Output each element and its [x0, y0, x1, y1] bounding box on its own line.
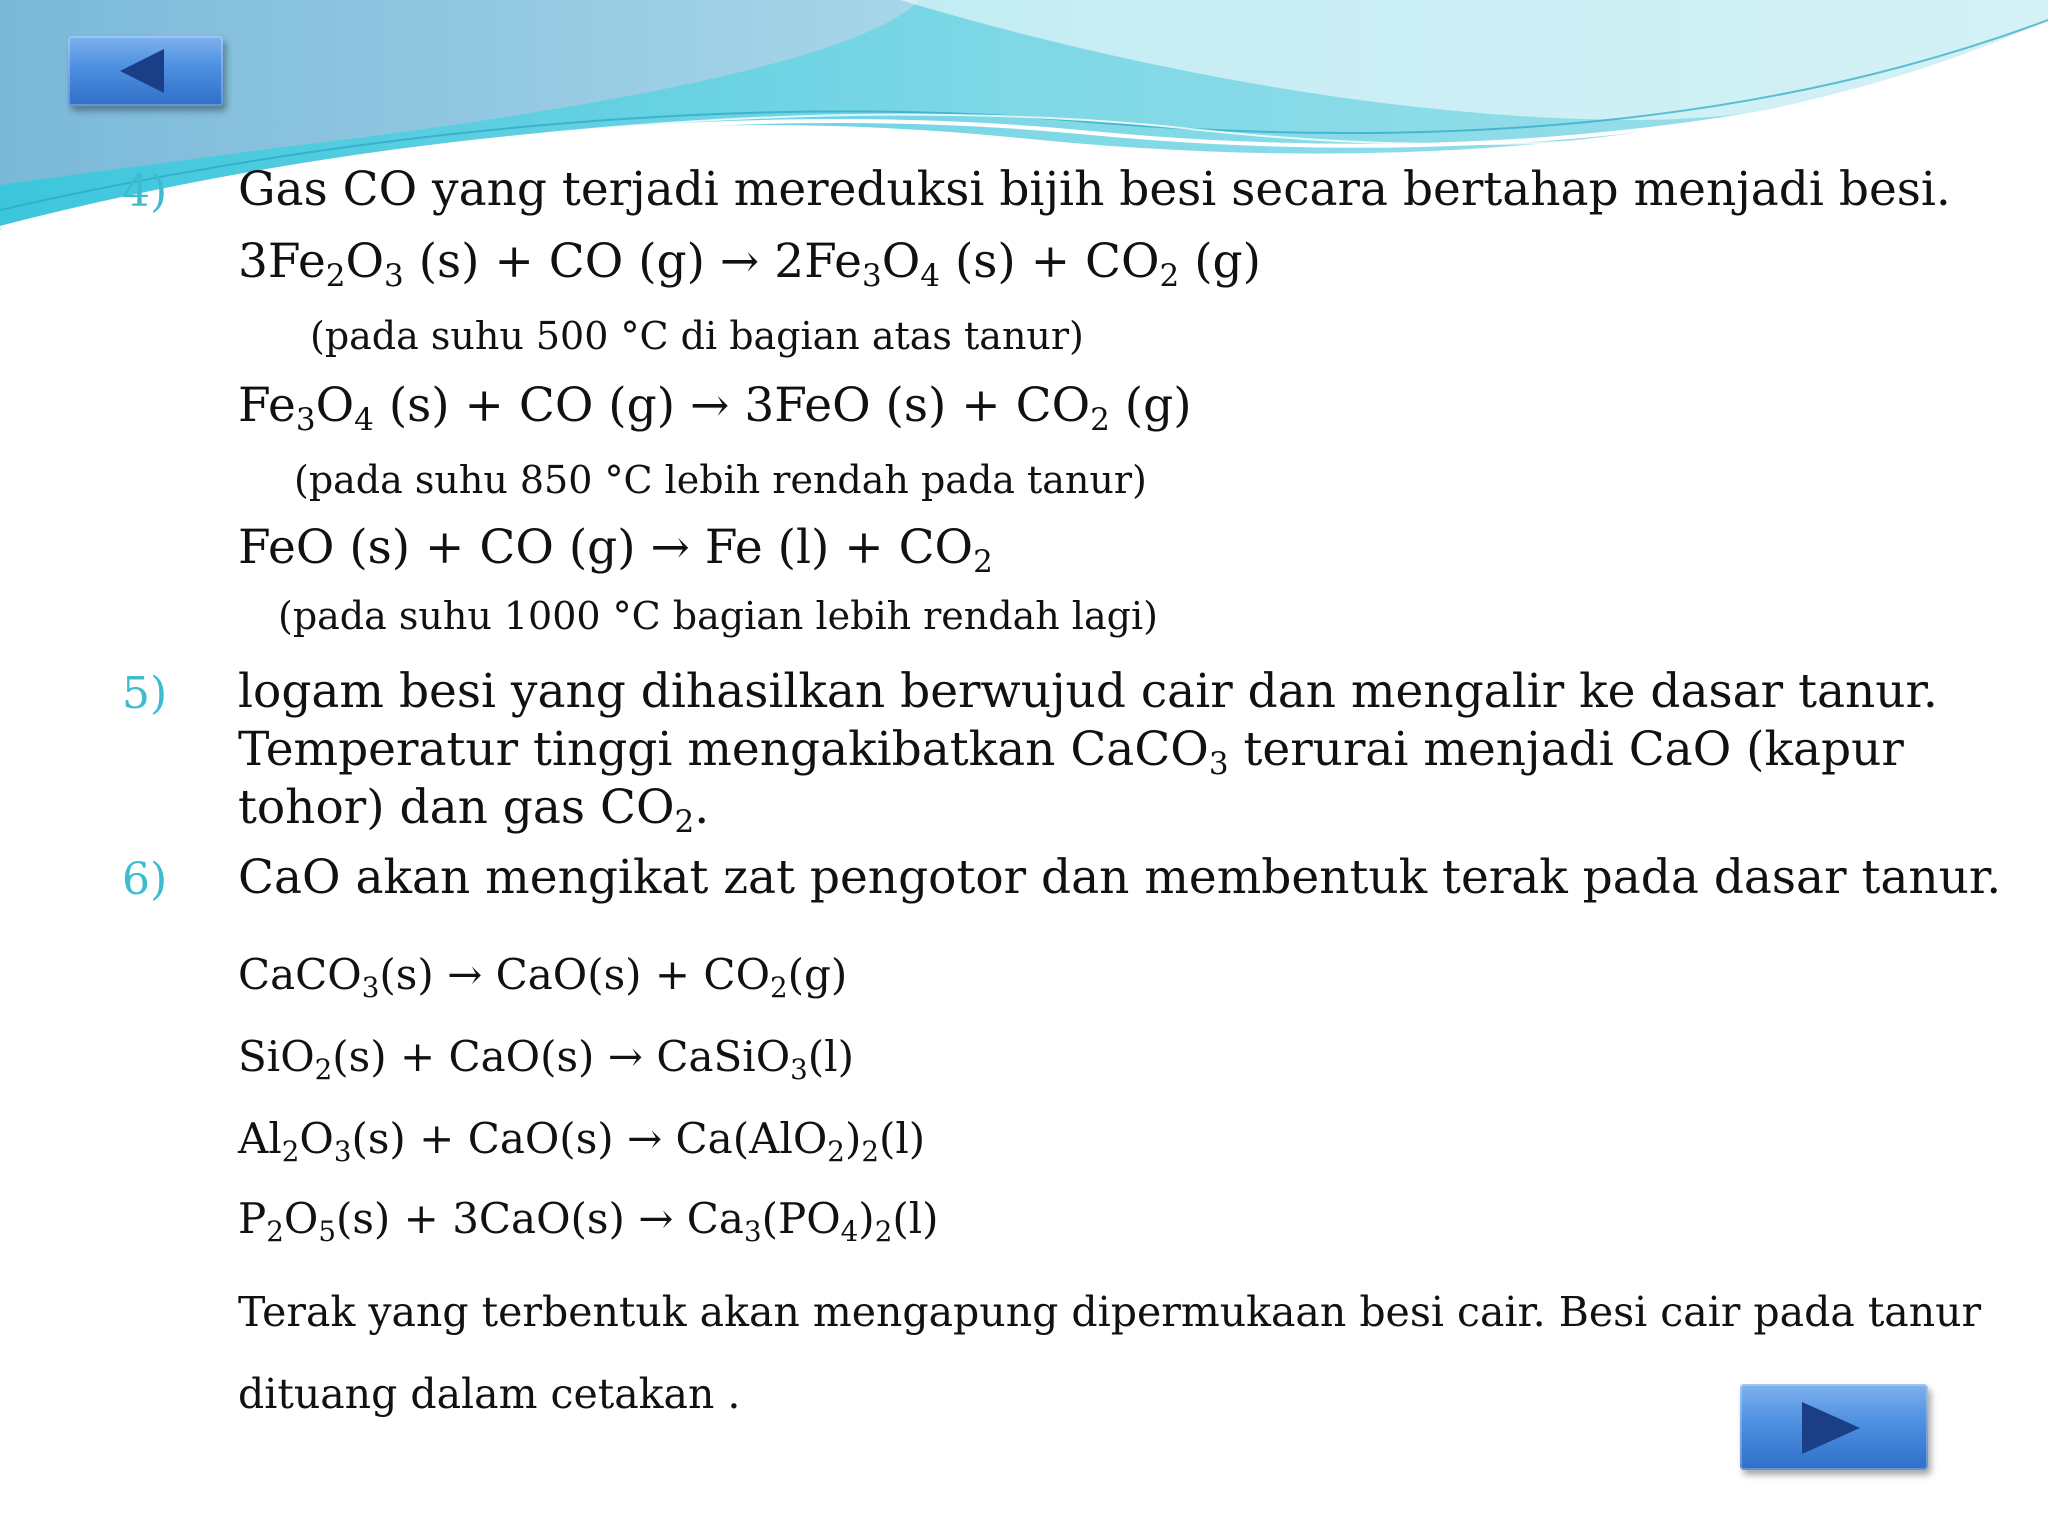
reaction-al2o3: Al2O3(s) + CaO(s) → Ca(AlO2)2(l) — [238, 1114, 926, 1168]
reaction-fe2o3: 3Fe2O3 (s) + CO (g) → 2Fe3O4 (s) + CO2 (g) — [238, 234, 1261, 294]
closing-line-1: Terak yang terbentuk akan mengapung dipermukaan besi cair. Besi cair pada tanur — [238, 1288, 1982, 1336]
reaction-note-850: (pada suhu 850 °C lebih rendah pada tanur) — [294, 458, 1147, 502]
reaction-note-500: (pada suhu 500 °C di bagian atas tanur) — [310, 314, 1084, 358]
reaction-feo: FeO (s) + CO (g) → Fe (l) + CO2 — [238, 520, 993, 580]
next-slide-button[interactable] — [1740, 1384, 1928, 1470]
step-number-6: 6) — [122, 854, 168, 905]
closing-line-2: dituang dalam cetakan . — [238, 1370, 741, 1418]
step-number-5: 5) — [122, 668, 168, 719]
step-6-text: CaO akan mengikat zat pengotor dan membentuk terak pada dasar tanur. — [238, 850, 2002, 905]
reaction-sio2: SiO2(s) + CaO(s) → CaSiO3(l) — [238, 1032, 854, 1086]
reaction-p2o5: P2O5(s) + 3CaO(s) → Ca3(PO4)2(l) — [238, 1194, 939, 1248]
reaction-note-1000: (pada suhu 1000 °C bagian lebih rendah lagi) — [278, 594, 1158, 638]
reaction-caco3: CaCO3(s) → CaO(s) + CO2(g) — [238, 950, 848, 1004]
step-number-4: 4) — [122, 166, 168, 217]
step-5-line-2: Temperatur tinggi mengakibatkan CaCO3 terurai menjadi CaO (kapur — [238, 722, 1904, 782]
step-5-line-1: logam besi yang dihasilkan berwujud cair dan mengalir ke dasar tanur. — [238, 664, 1938, 719]
header-wave-decoration — [0, 0, 2048, 260]
step-5-line-3: tohor) dan gas CO2. — [238, 780, 710, 840]
triangle-left-icon — [120, 49, 164, 93]
previous-slide-button[interactable] — [68, 36, 223, 106]
triangle-right-icon — [1802, 1402, 1860, 1454]
reaction-fe3o4: Fe3O4 (s) + CO (g) → 3FeO (s) + CO2 (g) — [238, 378, 1192, 438]
step-4-text: Gas CO yang terjadi mereduksi bijih besi secara bertahap menjadi besi. — [238, 162, 1951, 217]
